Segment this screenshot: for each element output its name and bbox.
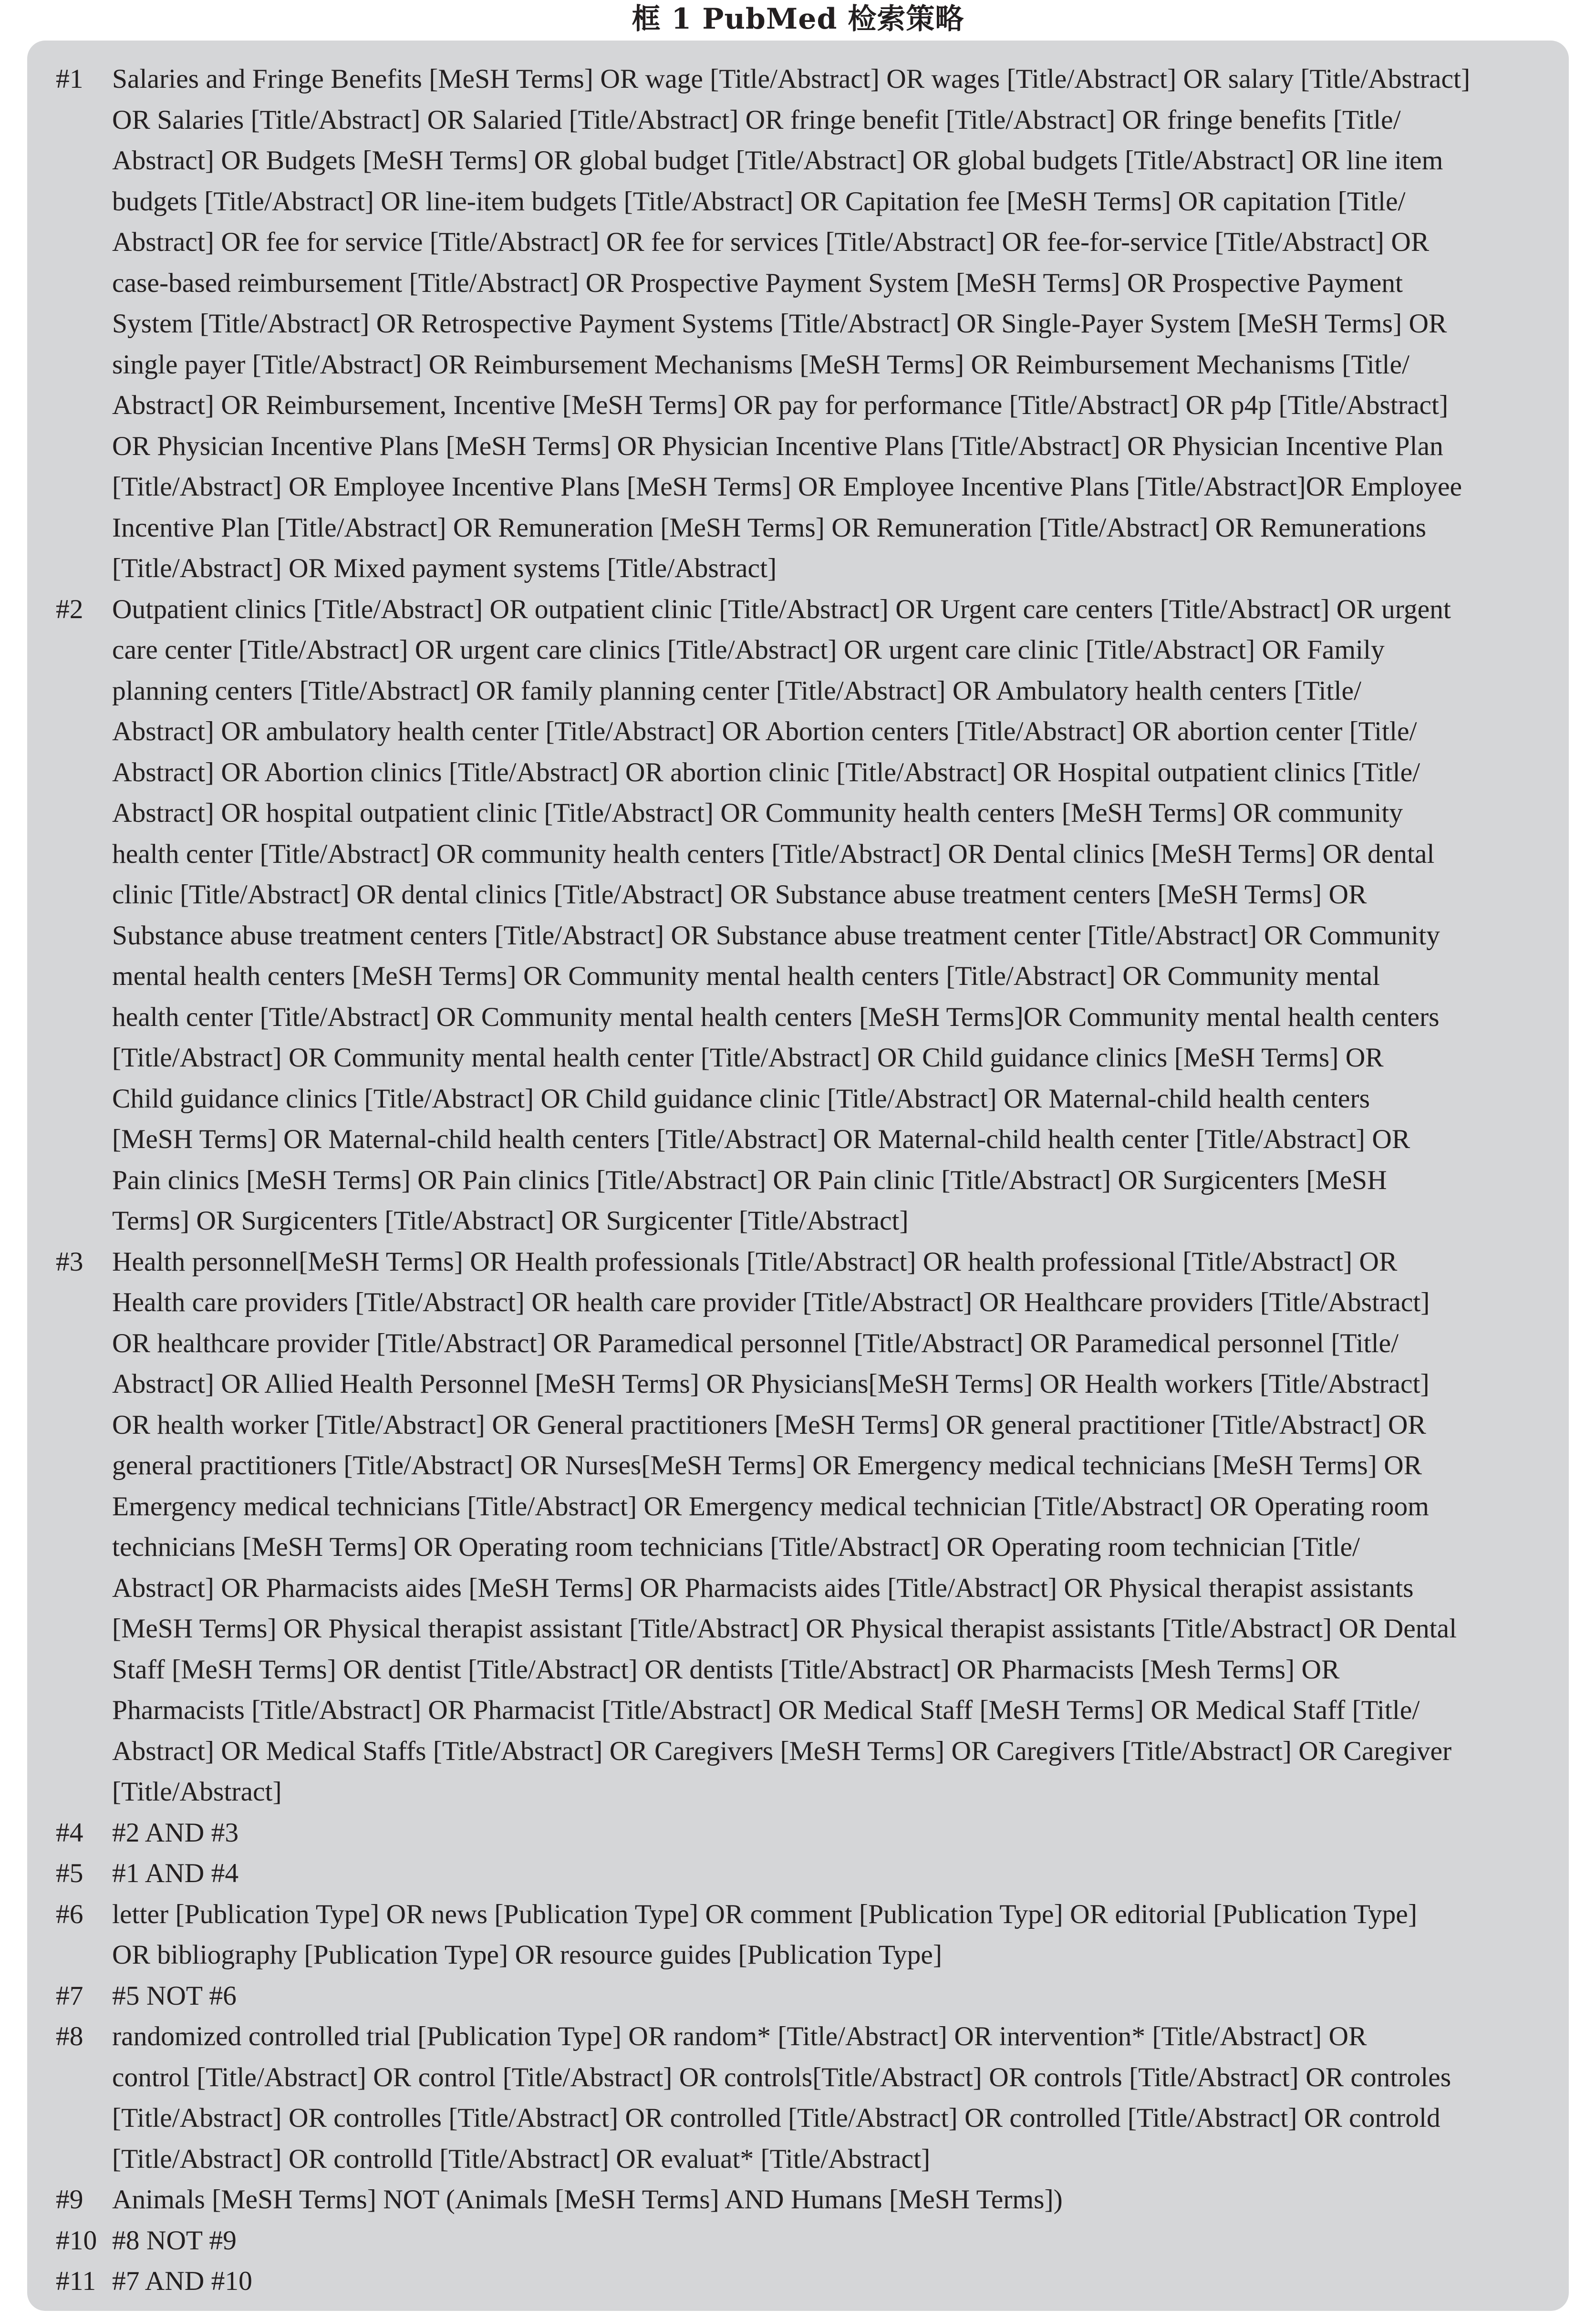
row-number: #5: [56, 1858, 83, 1888]
row-query: #2 AND #3: [112, 1817, 239, 1848]
row-query: Outpatient clinics [Title/Abstract] OR outpatient clinic [Title/Abstract] OR Urgent care centers [Title/Abstract] OR urgent care center [Title/Abstract] OR urgent care clinics [Title/Abstract] OR urgent care clinic [Title/Abstract] OR Family planning centers [Title/Abstract] OR family planning center [Title/Abstract] OR Ambulatory health centers [Title/ Abstract] OR ambulatory health center [Title/Abstract] OR Abortion centers [Title/Abstract] OR abortion center [Title/ Abstract] OR Abortion clinics [Title/Abstract] OR abortion clinic [Title/Abstract] OR Hospital outpatient clinics [Title/ Abstract] OR hospital outpatient clinic [Title/Abstract] OR Community health centers [MeSH Terms] OR community health center [Title/Abstract] OR community health centers [Title/Abstract] OR Dental clinics [MeSH Terms] OR dental clinic [Title/Abstract] OR dental clinics [Title/Abstract] OR Substance abuse treatment centers [MeSH Terms] OR Substance abuse treatment centers [Title/Abstract] OR Substance abuse treatment center [Title/Abstract] OR Community mental health centers [MeSH Terms] OR Community mental health centers [Title/Abstract] OR Community mental health center [Title/Abstract] OR Community mental health centers [MeSH Terms]OR Community mental health centers [Title/Abstract] OR Community mental health center [Title/Abstract] OR Child guidance clinics [MeSH Terms] OR Child guidance clinics [Title/Abstract] OR Child guidance clinic [Title/Abstract] OR Maternal-child health centers [MeSH Terms] OR Maternal-child health centers [Title/Abstract] OR Maternal-child health center [Title/Abstract] OR Pain clinics [MeSH Terms] OR Pain clinics [Title/Abstract] OR Pain clinic [Title/Abstract] OR Surgicenters [MeSH Terms] OR Surgicenters [Title/Abstract] OR Surgicenter [Title/Abstract]: [112, 594, 1451, 1236]
strategy-row: [27, 1812, 1569, 1853]
row-query: randomized controlled trial [Publication Type] OR random* [Title/Abstract] OR intervention* [Title/Abstract] OR control [Title/Abstract] OR control [Title/Abstract] OR controls[Title/Abstract] OR controls [Title/Abstract] OR controles [Title/Abstract] OR controlles [Title/Abstract] OR controlled [Title/Abstract] OR controlled [Title/Abstract] OR controld [Title/Abstract] OR controlld [Title/Abstract] OR evaluat* [Title/Abstract]: [112, 2021, 1451, 2174]
row-number: #3: [56, 1246, 83, 1277]
row-query: #7 AND #10: [112, 2266, 252, 2296]
row-number: #4: [56, 1817, 83, 1848]
row-number: #7: [56, 1980, 83, 2011]
row-number: #2: [56, 594, 83, 624]
row-query: Salaries and Fringe Benefits [MeSH Terms] OR wage [Title/Abstract] OR wages [Title/Abstract] OR salary [Title/Abstract] OR Salaries [Title/Abstract] OR Salaried [Title/Abstract] OR fringe benefit [Title/Abstract] OR fringe benefits [Title/ Abstract] OR Budgets [MeSH Terms] OR global budget [Title/Abstract] OR global budgets [Title/Abstract] OR line item budgets [Title/Abstract] OR line-item budgets [Title/Abstract] OR Capitation fee [MeSH Terms] OR capitation [Title/ Abstract] OR fee for service [Title/Abstract] OR fee for services [Title/Abstract] OR fee-for-service [Title/Abstract] OR case-based reimbursement [Title/Abstract] OR Prospective Payment System [MeSH Terms] OR Prospective Payment System [Title/Abstract] OR Retrospective Payment Systems [Title/Abstract] OR Single-Payer System [MeSH Terms] OR single payer [Title/Abstract] OR Reimbursement Mechanisms [MeSH Terms] OR Reimbursement Mechanisms [Title/ Abstract] OR Reimbursement, Incentive [MeSH Terms] OR pay for performance [Title/Abstract] OR p4p [Title/Abstract] OR Physician Incentive Plans [MeSH Terms] OR Physician Incentive Plans [Title/Abstract] OR Physician Incentive Plan [Title/Abstract] OR Employee Incentive Plans [MeSH Terms] OR Employee Incentive Plans [Title/Abstract]OR Employee Incentive Plan [Title/Abstract] OR Remuneration [MeSH Terms] OR Remuneration [Title/Abstract] OR Remunerations [Title/Abstract] OR Mixed payment systems [Title/Abstract]: [112, 64, 1471, 583]
strategy-row: [27, 2016, 1569, 2179]
strategy-row: [27, 2220, 1569, 2261]
row-query: Health personnel[MeSH Terms] OR Health professionals [Title/Abstract] OR health professional [Title/Abstract] OR Health care providers [Title/Abstract] OR health care provider [Title/Abstract] OR Healthcare providers [Title/Abstract] OR healthcare provider [Title/Abstract] OR Paramedical personnel [Title/Abstract] OR Paramedical personnel [Title/ Abstract] OR Allied Health Personnel [MeSH Terms] OR Physicians[MeSH Terms] OR Health workers [Title/Abstract] OR health worker [Title/Abstract] OR General practitioners [MeSH Terms] OR general practitioner [Title/Abstract] OR general practitioners [Title/Abstract] OR Nurses[MeSH Terms] OR Emergency medical technicians [MeSH Terms] OR Emergency medical technicians [Title/Abstract] OR Emergency medical technician [Title/Abstract] OR Operating room technicians [MeSH Terms] OR Operating room technicians [Title/Abstract] OR Operating room technician [Title/ Abstract] OR Pharmacists aides [MeSH Terms] OR Pharmacists aides [Title/Abstract] OR Physical therapist assistants [MeSH Terms] OR Physical therapist assistant [Title/Abstract] OR Physical therapist assistants [Title/Abstract] OR Dental Staff [MeSH Terms] OR dentist [Title/Abstract] OR dentists [Title/Abstract] OR Pharmacists [Mesh Terms] OR Pharmacists [Title/Abstract] OR Pharmacist [Title/Abstract] OR Medical Staff [MeSH Terms] OR Medical Staff [Title/ Abstract] OR Medical Staffs [Title/Abstract] OR Caregivers [MeSH Terms] OR Caregivers [Title/Abstract] OR Caregiver [Title/Abstract]: [112, 1246, 1457, 1807]
row-number: #11: [56, 2266, 96, 2296]
strategy-row: [27, 1894, 1569, 1976]
strategy-row: [27, 1976, 1569, 2017]
row-number: #10: [56, 2225, 97, 2256]
row-number: #6: [56, 1899, 83, 1929]
row-query: #5 NOT #6: [112, 1980, 237, 2011]
row-query: Animals [MeSH Terms] NOT (Animals [MeSH Terms] AND Humans [MeSH Terms]): [112, 2184, 1063, 2215]
strategy-row: [27, 1242, 1569, 1812]
box-title: 框 1 PubMed 检索策略: [632, 2, 964, 36]
row-query: #8 NOT #9: [112, 2225, 237, 2256]
row-query: #1 AND #4: [112, 1858, 239, 1888]
strategy-row: [27, 1853, 1569, 1894]
strategy-row: [27, 59, 1569, 589]
row-number: #9: [56, 2184, 83, 2215]
search-strategy-panel: [27, 41, 1569, 2311]
strategy-row: [27, 589, 1569, 1242]
strategy-row: [27, 2179, 1569, 2220]
row-number: #1: [56, 64, 83, 94]
row-number: #8: [56, 2021, 83, 2051]
row-query: letter [Publication Type] OR news [Publication Type] OR comment [Publication Type] OR editorial [Publication Type] OR bibliography [Publication Type] OR resource guides [Publication Type]: [112, 1899, 1417, 1970]
strategy-row: [27, 2261, 1569, 2302]
